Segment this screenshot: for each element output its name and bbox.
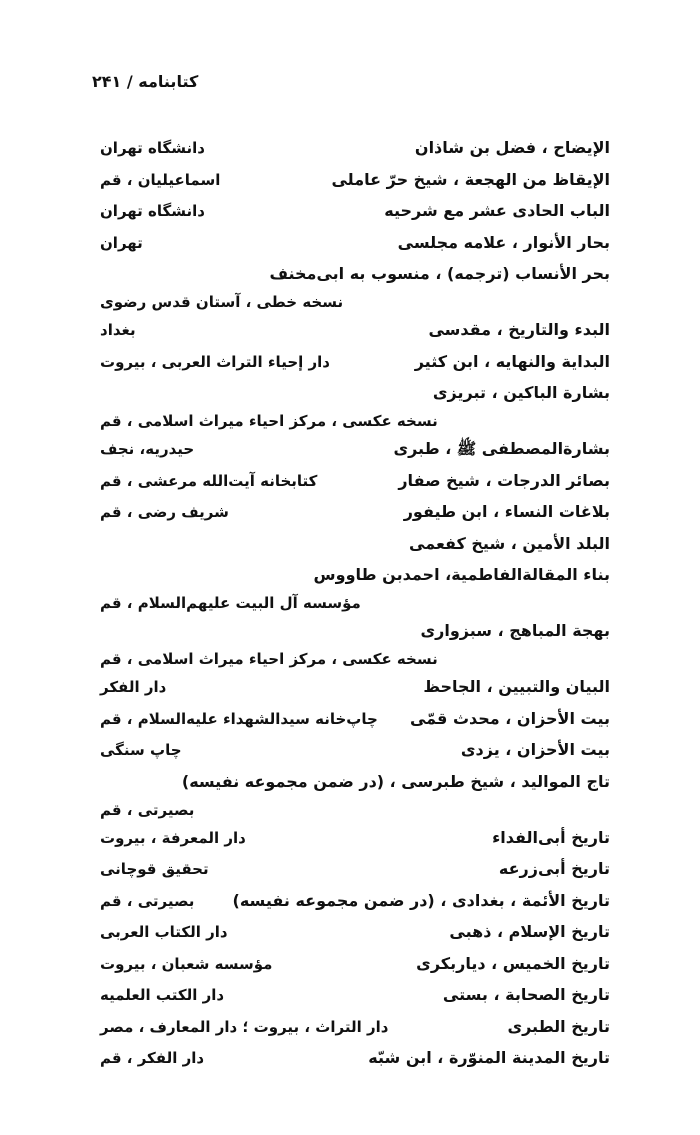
entry-publisher: مؤسسه آل البیت علیهم‌السلام ، قم	[100, 594, 361, 612]
bibliography-entry	[100, 561, 610, 617]
bibliography-entry	[100, 1044, 610, 1076]
entry-title: تاج الموالید ، شیخ طبرسی ، (در ضمن مجموعه نفیسه)	[181, 771, 610, 791]
page-header: کتابنامه / ۲۴۱	[92, 72, 199, 91]
entry-publisher: بصیرتی ، قم	[100, 891, 195, 910]
entry-publisher: مؤسسه شعبان ، بیروت	[100, 954, 273, 973]
entry-publisher: دانشگاه تهران	[100, 202, 205, 220]
entry-publisher: چاپ‌خانه سیدالشهداء علیه‌السلام ، قم	[100, 709, 378, 728]
bibliography-entry	[100, 260, 610, 316]
bibliography-entry	[100, 673, 610, 705]
bibliography-entry	[100, 348, 610, 380]
bibliography-entry	[100, 887, 610, 919]
entry-title: تاریخ أبی‌الفداء	[492, 827, 610, 847]
bibliography-entry	[100, 435, 610, 467]
bibliography-entry	[100, 736, 610, 768]
entry-publisher: تحقیق قوچانی	[100, 860, 209, 878]
entry-title: تاریخ الطبری	[507, 1016, 610, 1036]
bibliography-entry	[100, 768, 610, 824]
entry-title: البدایة والنهایه ، ابن کثیر	[414, 351, 610, 371]
entry-title: البیان والتبیین ، الجاحظ	[423, 677, 610, 696]
bibliography-entry	[100, 467, 610, 499]
entry-publisher: کتابخانه آیت‌الله مرعشی ، قم	[100, 471, 318, 490]
entry-publisher: دار الفکر	[100, 678, 167, 696]
entry-title: تاریخ الإسلام ، ذهبی	[449, 922, 610, 941]
entry-publisher: بغداد	[100, 321, 136, 339]
entry-publisher: بصیرتی ، قم	[100, 800, 195, 819]
entry-title: بیت الأحزان ، یزدی	[460, 740, 610, 759]
entry-publisher: نسخه عکسی ، مرکز احیاء میراث اسلامی ، قم	[100, 650, 438, 668]
entry-publisher: دار الکتاب العربی	[100, 923, 228, 941]
entry-title: تاریخ الأئمة ، بغدادی ، (در ضمن مجموعه نفیسه)	[232, 890, 610, 910]
bibliography-entry	[100, 498, 610, 530]
entry-publisher: دار إحیاء التراث العربی ، بیروت	[100, 352, 330, 371]
bibliography-entry	[100, 950, 610, 982]
entry-title: بحر الأنساب (ترجمه) ، منسوب به ابی‌مخنف	[269, 264, 610, 283]
bibliography-entry	[100, 134, 610, 166]
entry-title: الإیقاظ من الهجعة ، شیخ حرّ عاملی	[331, 169, 610, 189]
bibliography-entry	[100, 316, 610, 348]
entry-publisher: دانشگاه تهران	[100, 139, 205, 157]
entry-title: بصائر الدرجات ، شیخ صفار	[398, 470, 610, 490]
entry-publisher: تهران	[100, 233, 143, 252]
entry-title: بناء المقالةالفاطمیة، احمدبن طاووس	[313, 565, 610, 584]
entry-publisher: دار الکتب العلمیه	[100, 986, 225, 1004]
bibliography-entry	[100, 824, 610, 856]
entry-publisher: دار الفکر ، قم	[100, 1049, 205, 1067]
entry-publisher: شریف رضی ، قم	[100, 503, 229, 521]
entry-title: تاریخ المدینة المنوّرة ، ابن شبّه	[368, 1048, 610, 1067]
entry-title: الباب الحادی عشر مع شرحیه	[384, 201, 610, 220]
bibliography-entry	[100, 1013, 610, 1045]
bibliography-entry	[100, 981, 610, 1013]
entry-title: تاریخ أبی‌زرعه	[498, 859, 610, 878]
bibliography-entry	[100, 617, 610, 673]
bibliography-entry	[100, 379, 610, 435]
bibliography-entry	[100, 197, 610, 229]
entry-title: بلاغات النساء ، ابن طیفور	[403, 502, 610, 521]
entry-publisher: اسماعیلیان ، قم	[100, 170, 221, 189]
entry-title: بشارةالمصطفی ﷺ ، طبری	[393, 439, 610, 458]
entry-publisher: حیدریه، نجف	[100, 440, 195, 458]
bibliography-entry	[100, 530, 610, 562]
entry-title: الإیضاح ، فضل بن شاذان	[414, 138, 610, 157]
entry-title: بحار الأنوار ، علامه مجلسی	[397, 232, 610, 252]
bibliography-entry	[100, 166, 610, 198]
entry-publisher: چاپ سنگی	[100, 741, 182, 759]
entry-publisher: نسخه خطی ، آستان قدس رضوی	[100, 293, 344, 311]
entry-publisher: نسخه عکسی ، مرکز احیاء میراث اسلامی ، قم	[100, 412, 438, 430]
entry-title: بیت الأحزان ، محدث قمّی	[409, 708, 610, 728]
bibliography-entry	[100, 705, 610, 737]
bibliography-list	[100, 134, 610, 1076]
entry-publisher: دار المعرفة ، بیروت	[100, 828, 246, 847]
entry-title: بهجة المباهج ، سبزواری	[420, 621, 610, 640]
bibliography-entry	[100, 918, 610, 950]
entry-title: البلد الأمین ، شیخ کفعمی	[409, 533, 610, 553]
entry-title: تاریخ الصحابة ، بستی	[442, 985, 610, 1004]
entry-title: البدء والتاریخ ، مقدسی	[428, 320, 610, 339]
bibliography-entry	[100, 855, 610, 887]
entry-publisher: دار التراث ، بیروت ؛ دار المعارف ، مصر	[100, 1017, 389, 1036]
bibliography-entry	[100, 229, 610, 261]
entry-title: بشارة الباکین ، تبریزی	[432, 383, 610, 402]
entry-title: تاریخ الخمیس ، دیاربکری	[416, 953, 610, 973]
